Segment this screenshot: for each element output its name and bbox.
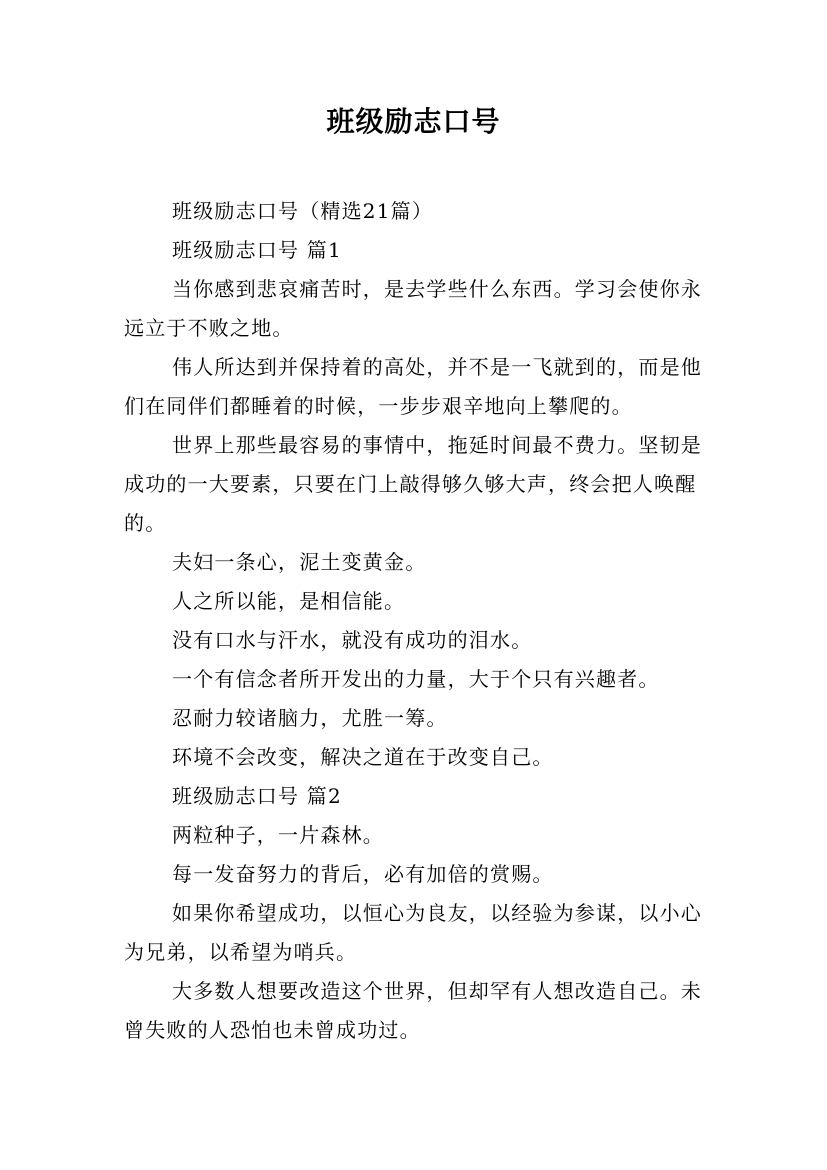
document-body — [124, 192, 710, 1050]
section-heading: 班级励志口号 篇2 — [172, 784, 342, 808]
body-paragraph: 如果你希望成功，以恒心为良友，以经验为参谋，以小心为兄弟，以希望为哨兵。 — [124, 901, 702, 964]
body-paragraph: 没有口水与汗水，就没有成功的泪水。 — [172, 628, 533, 652]
section-heading: 班级励志口号 篇1 — [172, 238, 342, 262]
body-paragraph: 每一发奋努力的背后，必有加倍的赏赐。 — [172, 862, 554, 886]
body-paragraph: 一个有信念者所开发出的力量，大于个只有兴趣者。 — [172, 667, 660, 691]
body-paragraph: 大多数人想要改造这个世界，但却罕有人想改造自己。未曾失败的人恐怕也未曾成功过。 — [124, 979, 702, 1042]
body-paragraph: 人之所以能，是相信能。 — [172, 589, 406, 613]
body-paragraph: 两粒种子，一片森林。 — [172, 823, 384, 847]
body-paragraph: 当你感到悲哀痛苦时，是去学些什么东西。学习会使你永远立于不败之地。 — [124, 277, 702, 340]
document-title: 班级励志口号 — [326, 105, 501, 138]
body-paragraph: 忍耐力较诸脑力，尤胜一筹。 — [172, 706, 448, 730]
body-paragraph: 伟人所达到并保持着的高处，并不是一飞就到的，而是他们在同伴们都睡着的时候，一步步艰辛地向上攀爬的。 — [124, 355, 702, 418]
body-paragraph: 世界上那些最容易的事情中，拖延时间最不费力。坚韧是成功的一大要素，只要在门上敲得够久够大声，终会把人唤醒的。 — [124, 433, 702, 535]
subtitle-paragraph: 班级励志口号（精选21篇） — [172, 199, 434, 223]
body-paragraph: 夫妇一条心，泥土变黄金。 — [172, 550, 427, 574]
body-paragraph: 环境不会改变，解决之道在于改变自己。 — [172, 745, 554, 769]
